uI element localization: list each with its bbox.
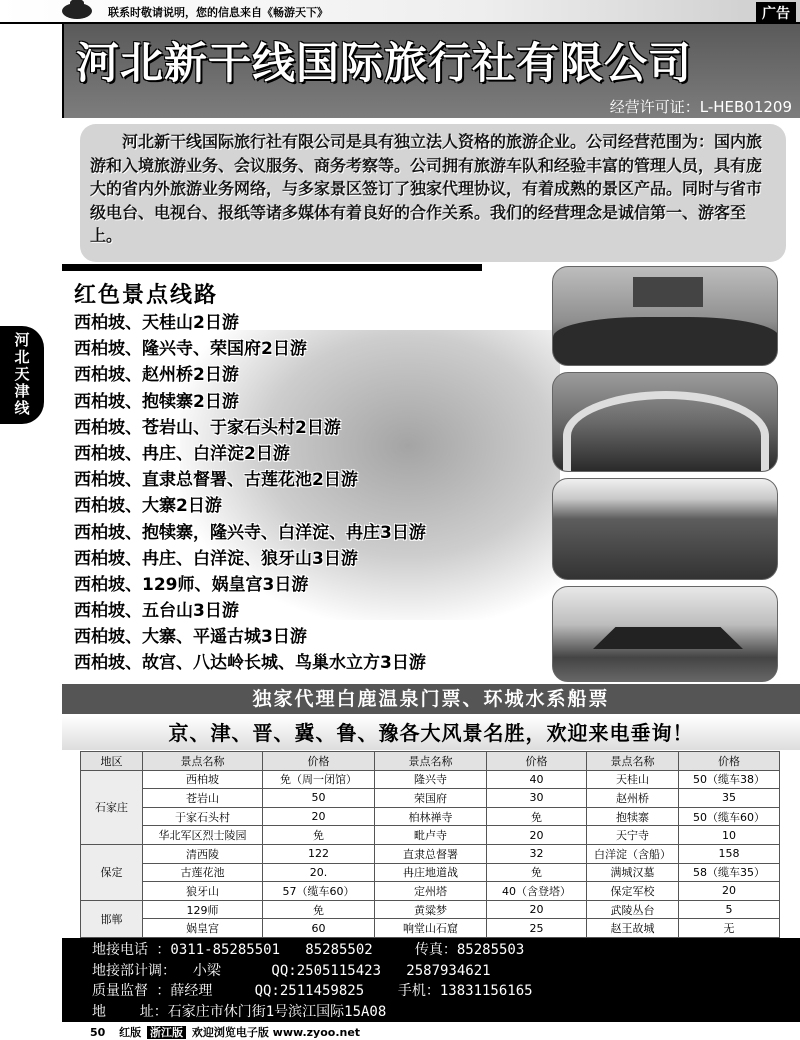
route-item: 西柏坡、冉庄、白洋淀2日游 bbox=[74, 443, 290, 464]
region-cell: 邯郸 bbox=[81, 900, 143, 937]
table-row bbox=[81, 826, 780, 845]
table-cell: 35 bbox=[679, 789, 780, 808]
table-cell: 20. bbox=[263, 863, 375, 882]
table-cell: 122 bbox=[263, 844, 375, 863]
table-cell: 直隶总督署 bbox=[375, 844, 487, 863]
table-cell: 赵州桥 bbox=[587, 789, 679, 808]
route-item: 西柏坡、五台山3日游 bbox=[74, 601, 239, 622]
col-header: 景点名称 bbox=[143, 752, 263, 771]
lotus-lake-photo bbox=[552, 478, 778, 580]
table-cell: 免 bbox=[263, 900, 375, 919]
table-cell: 30 bbox=[487, 789, 587, 808]
col-header: 价格 bbox=[679, 752, 780, 771]
table-row bbox=[81, 770, 780, 789]
route-item: 西柏坡、故宫、八达岭长城、鸟巢水立方3日游 bbox=[74, 653, 426, 674]
table-cell: 5 bbox=[679, 900, 780, 919]
table-cell: 清西陵 bbox=[143, 844, 263, 863]
table-cell: 20 bbox=[487, 900, 587, 919]
table-cell: 158 bbox=[679, 844, 780, 863]
price-table bbox=[80, 751, 780, 938]
table-cell: 华北军区烈士陵园 bbox=[143, 826, 263, 845]
table-cell: 隆兴寺 bbox=[375, 770, 487, 789]
table-cell: 响堂山石窟 bbox=[375, 919, 487, 938]
stone-bridge-photo bbox=[552, 372, 778, 472]
palace-roof-shape bbox=[593, 627, 743, 649]
table-cell: 抱犊寨 bbox=[587, 807, 679, 826]
side-tab-char: 河 bbox=[14, 331, 30, 349]
table-cell: 32 bbox=[487, 844, 587, 863]
edition-tag: 浙江版 bbox=[147, 1026, 186, 1039]
table-cell: 西柏坡 bbox=[143, 770, 263, 789]
table-cell: 25 bbox=[487, 919, 587, 938]
table-cell: 赵王故城 bbox=[587, 919, 679, 938]
palace-photo bbox=[552, 586, 778, 682]
magazine-logo-icon bbox=[62, 3, 92, 19]
table-cell: 20 bbox=[679, 882, 780, 901]
table-cell: 免 bbox=[487, 863, 587, 882]
col-header: 景点名称 bbox=[375, 752, 487, 771]
table-cell: 天桂山 bbox=[587, 770, 679, 789]
table-cell: 50 bbox=[263, 789, 375, 808]
top-strip bbox=[0, 0, 800, 24]
table-cell: 苍岩山 bbox=[143, 789, 263, 808]
table-cell: 武陵丛台 bbox=[587, 900, 679, 919]
memorial-gate-photo bbox=[552, 266, 778, 366]
table-cell: 定州塔 bbox=[375, 882, 487, 901]
table-cell: 娲皇宫 bbox=[143, 919, 263, 938]
table-row bbox=[81, 789, 780, 808]
table-row bbox=[81, 900, 780, 919]
table-cell: 60 bbox=[263, 919, 375, 938]
table-cell: 天宁寺 bbox=[587, 826, 679, 845]
col-header: 地区 bbox=[81, 752, 143, 771]
divider bbox=[62, 264, 482, 271]
col-header: 价格 bbox=[487, 752, 587, 771]
route-item: 西柏坡、大寨、平遥古城3日游 bbox=[74, 627, 307, 648]
table-row bbox=[81, 807, 780, 826]
routes-title: 红色景点线路 bbox=[74, 283, 219, 308]
agency-banner: 独家代理白鹿温泉门票、环城水系船票 bbox=[62, 684, 800, 714]
contact-phone: 地接电话 ：0311-85285501 85285502 传真：85285503 bbox=[92, 942, 525, 958]
route-item: 西柏坡、抱犊寨，隆兴寺、白洋淀、冉庄3日游 bbox=[74, 522, 426, 543]
contact-block bbox=[62, 938, 800, 1022]
table-row bbox=[81, 882, 780, 901]
table-cell: 57（缆车60） bbox=[263, 882, 375, 901]
table-cell: 50（缆车60） bbox=[679, 807, 780, 826]
side-tab-char: 线 bbox=[14, 399, 30, 417]
table-cell: 毗卢寺 bbox=[375, 826, 487, 845]
contact-quality: 质量监督 ：薛经理 QQ:2511459825 手机：13831156165 bbox=[92, 983, 533, 999]
table-cell: 古莲花池 bbox=[143, 863, 263, 882]
contact-address: 地 址：石家庄市休门街1号滨江国际15A08 bbox=[92, 1003, 387, 1020]
region-side-tab bbox=[0, 326, 44, 424]
source-notice: 联系时敬请说明，您的信息来自《畅游天下》 bbox=[108, 6, 328, 19]
region-cell: 保定 bbox=[81, 844, 143, 900]
website-text: 欢迎浏览电子版 www.zyoo.net bbox=[191, 1026, 361, 1039]
table-cell: 保定军校 bbox=[587, 882, 679, 901]
table-cell: 狼牙山 bbox=[143, 882, 263, 901]
page-footer bbox=[90, 1024, 360, 1040]
route-list bbox=[74, 308, 544, 675]
table-row bbox=[81, 863, 780, 882]
edition-label: 红版 bbox=[119, 1026, 142, 1039]
side-tab-char: 北 bbox=[14, 348, 30, 366]
table-row bbox=[81, 844, 780, 863]
table-header-row bbox=[81, 752, 780, 771]
table-cell: 10 bbox=[679, 826, 780, 845]
table-cell: 20 bbox=[263, 807, 375, 826]
side-tab-char: 天 bbox=[14, 365, 30, 383]
table-cell: 免（周一闭馆） bbox=[263, 770, 375, 789]
contact-coordinator: 地接部计调： 小梁 QQ:2505115423 2587934621 bbox=[92, 962, 491, 979]
page-number: 50 bbox=[90, 1026, 106, 1039]
col-header: 价格 bbox=[263, 752, 375, 771]
table-cell: 白洋淀（含船） bbox=[587, 844, 679, 863]
route-item: 西柏坡、129师、娲皇宫3日游 bbox=[74, 574, 309, 595]
table-cell: 20 bbox=[487, 826, 587, 845]
company-header bbox=[62, 24, 800, 118]
table-cell: 无 bbox=[679, 919, 780, 938]
route-item: 西柏坡、抱犊寨2日游 bbox=[74, 391, 239, 412]
table-cell: 50（缆车38） bbox=[679, 770, 780, 789]
table-cell: 129师 bbox=[143, 900, 263, 919]
table-cell: 于家石头村 bbox=[143, 807, 263, 826]
route-item: 西柏坡、苍岩山、于家石头村2日游 bbox=[74, 417, 341, 438]
table-row bbox=[81, 919, 780, 938]
table-cell: 荣国府 bbox=[375, 789, 487, 808]
side-tab-char: 津 bbox=[14, 382, 30, 400]
company-intro: 河北新干线国际旅行社有限公司是具有独立法人资格的旅游企业。公司经营范围为：国内旅游和入境旅游业务、会议服务、商务考察等。公司拥有旅游车队和经验丰富的管理人员，具有庞大的省内外旅游业务网络，与多家景区签订了独家代理协议，有着成熟的景区产品。同时与省市级电台、电视台、报纸等诸多媒体有着良好的合作关系。我们的经营理念是诚信第一、游客至上。 bbox=[80, 124, 786, 262]
gate-shape bbox=[633, 277, 703, 307]
table-cell: 冉庄地道战 bbox=[375, 863, 487, 882]
company-name: 河北新干线国际旅行社有限公司 bbox=[76, 39, 692, 89]
route-item: 西柏坡、赵州桥2日游 bbox=[74, 365, 239, 386]
table-cell: 40 bbox=[487, 770, 587, 789]
table-cell: 免 bbox=[263, 826, 375, 845]
table-cell: 40（含登塔） bbox=[487, 882, 587, 901]
table-cell: 黄粱梦 bbox=[375, 900, 487, 919]
route-item: 西柏坡、隆兴寺、荣国府2日游 bbox=[74, 339, 307, 360]
license-number: 经营许可证：L-HEB01209 bbox=[609, 98, 792, 116]
table-cell: 58（缆车35） bbox=[679, 863, 780, 882]
table-cell: 柏林禅寺 bbox=[375, 807, 487, 826]
col-header: 景点名称 bbox=[587, 752, 679, 771]
route-item: 西柏坡、大寨2日游 bbox=[74, 496, 222, 517]
welcome-line: 京、津、晋、冀、鲁、豫各大风景名胜，欢迎来电垂询！ bbox=[62, 716, 800, 750]
route-item: 西柏坡、直隶总督署、古莲花池2日游 bbox=[74, 470, 358, 491]
route-item: 西柏坡、冉庄、白洋淀、狼牙山3日游 bbox=[74, 548, 358, 569]
ad-label: 广告 bbox=[756, 2, 796, 24]
bridge-arch-shape bbox=[563, 391, 769, 472]
region-cell: 石家庄 bbox=[81, 770, 143, 844]
trees-shape bbox=[553, 317, 778, 366]
route-item: 西柏坡、天桂山2日游 bbox=[74, 313, 239, 333]
table-cell: 满城汉墓 bbox=[587, 863, 679, 882]
table-cell: 免 bbox=[487, 807, 587, 826]
